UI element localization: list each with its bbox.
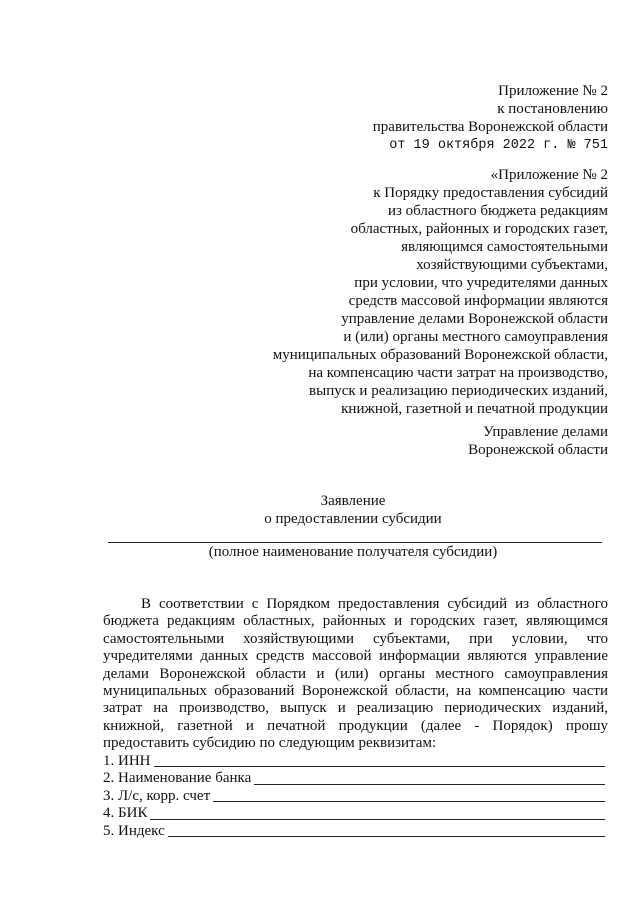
annex-line: на компенсацию части затрат на производство, xyxy=(308,365,608,381)
header-line: к постановлению xyxy=(497,101,608,117)
requisite-label: 3. Л/с, корр. счет xyxy=(103,787,211,804)
annex-block xyxy=(273,166,608,418)
requisite-label: 5. Индекс xyxy=(103,822,165,839)
annex-line: книжной, газетной и печатной продукции xyxy=(341,401,608,417)
annex-line: при условии, что учредителями данных xyxy=(354,275,608,291)
annex-line: «Приложение № 2 xyxy=(490,167,608,183)
title-line-1: Заявление xyxy=(320,493,386,509)
annex-line: из областного бюджета редакциям xyxy=(387,203,608,219)
body-paragraph: В соответствии с Порядком предоставления субсидий из областного бюджета редакциям областных, районных и городских газет, являющимся самостоятельными хозяйствующими субъектами, при условии, что учредителями данных средств массовой информации являются управление делами Воронежской области и (или) органы местного самоуправления муниципальных образований Воронежской области, на компенсацию части затрат на производство, выпуск и реализацию периодических изданий, книжной, газетной и печатной продукции (далее - Порядок) прошу предоставить субсидию по следующим реквизитам: xyxy=(103,596,608,752)
annex-line: и (или) органы местного самоуправления xyxy=(343,329,608,345)
addressee-line: Управление делами xyxy=(483,424,608,440)
annex-line: к Порядку предоставления субсидий xyxy=(373,185,608,201)
annex-line: муниципальных образований Воронежской области, xyxy=(272,347,608,363)
header-line: правительства Воронежской области xyxy=(372,119,608,135)
header-line: Приложение № 2 xyxy=(498,83,608,99)
requisite-label: 4. БИК xyxy=(103,805,148,822)
annex-line: управление делами Воронежской области xyxy=(341,311,608,327)
annex-line: средств массовой информации являются xyxy=(348,293,608,309)
requisite-fill-line xyxy=(213,801,605,802)
annex-line: выпуск и реализацию периодических изданий, xyxy=(309,383,608,399)
recipient-name-line xyxy=(108,542,602,543)
recipient-caption: (полное наименование получателя субсидии) xyxy=(208,544,498,560)
requisite-label: 1. ИНН xyxy=(103,752,151,769)
requisite-fill-line xyxy=(254,784,605,785)
annex-line: являющимся самостоятельными xyxy=(401,239,608,255)
annex-line: хозяйствующими субъектами, xyxy=(416,257,608,273)
requisite-row-bik xyxy=(103,805,605,822)
annex-line: областных, районных и городских газет, xyxy=(350,221,608,237)
requisite-fill-line xyxy=(154,766,606,767)
header-date-line: от 19 октября 2022 г. № 751 xyxy=(389,138,608,153)
title-line-2: о предоставлении субсидии xyxy=(264,511,442,527)
requisite-label: 2. Наименование банка xyxy=(103,770,252,787)
requisite-row-bank xyxy=(103,770,605,787)
header-block xyxy=(373,82,608,155)
requisite-row-inn xyxy=(103,753,605,770)
requisite-row-account xyxy=(103,788,605,805)
document-title xyxy=(0,492,640,528)
requisite-row-index xyxy=(103,823,605,840)
addressee-line: Воронежской области xyxy=(468,442,608,458)
requisite-fill-line xyxy=(168,836,605,837)
addressee-block xyxy=(468,423,608,459)
requisites-list xyxy=(103,753,605,840)
requisite-fill-line xyxy=(150,819,605,820)
